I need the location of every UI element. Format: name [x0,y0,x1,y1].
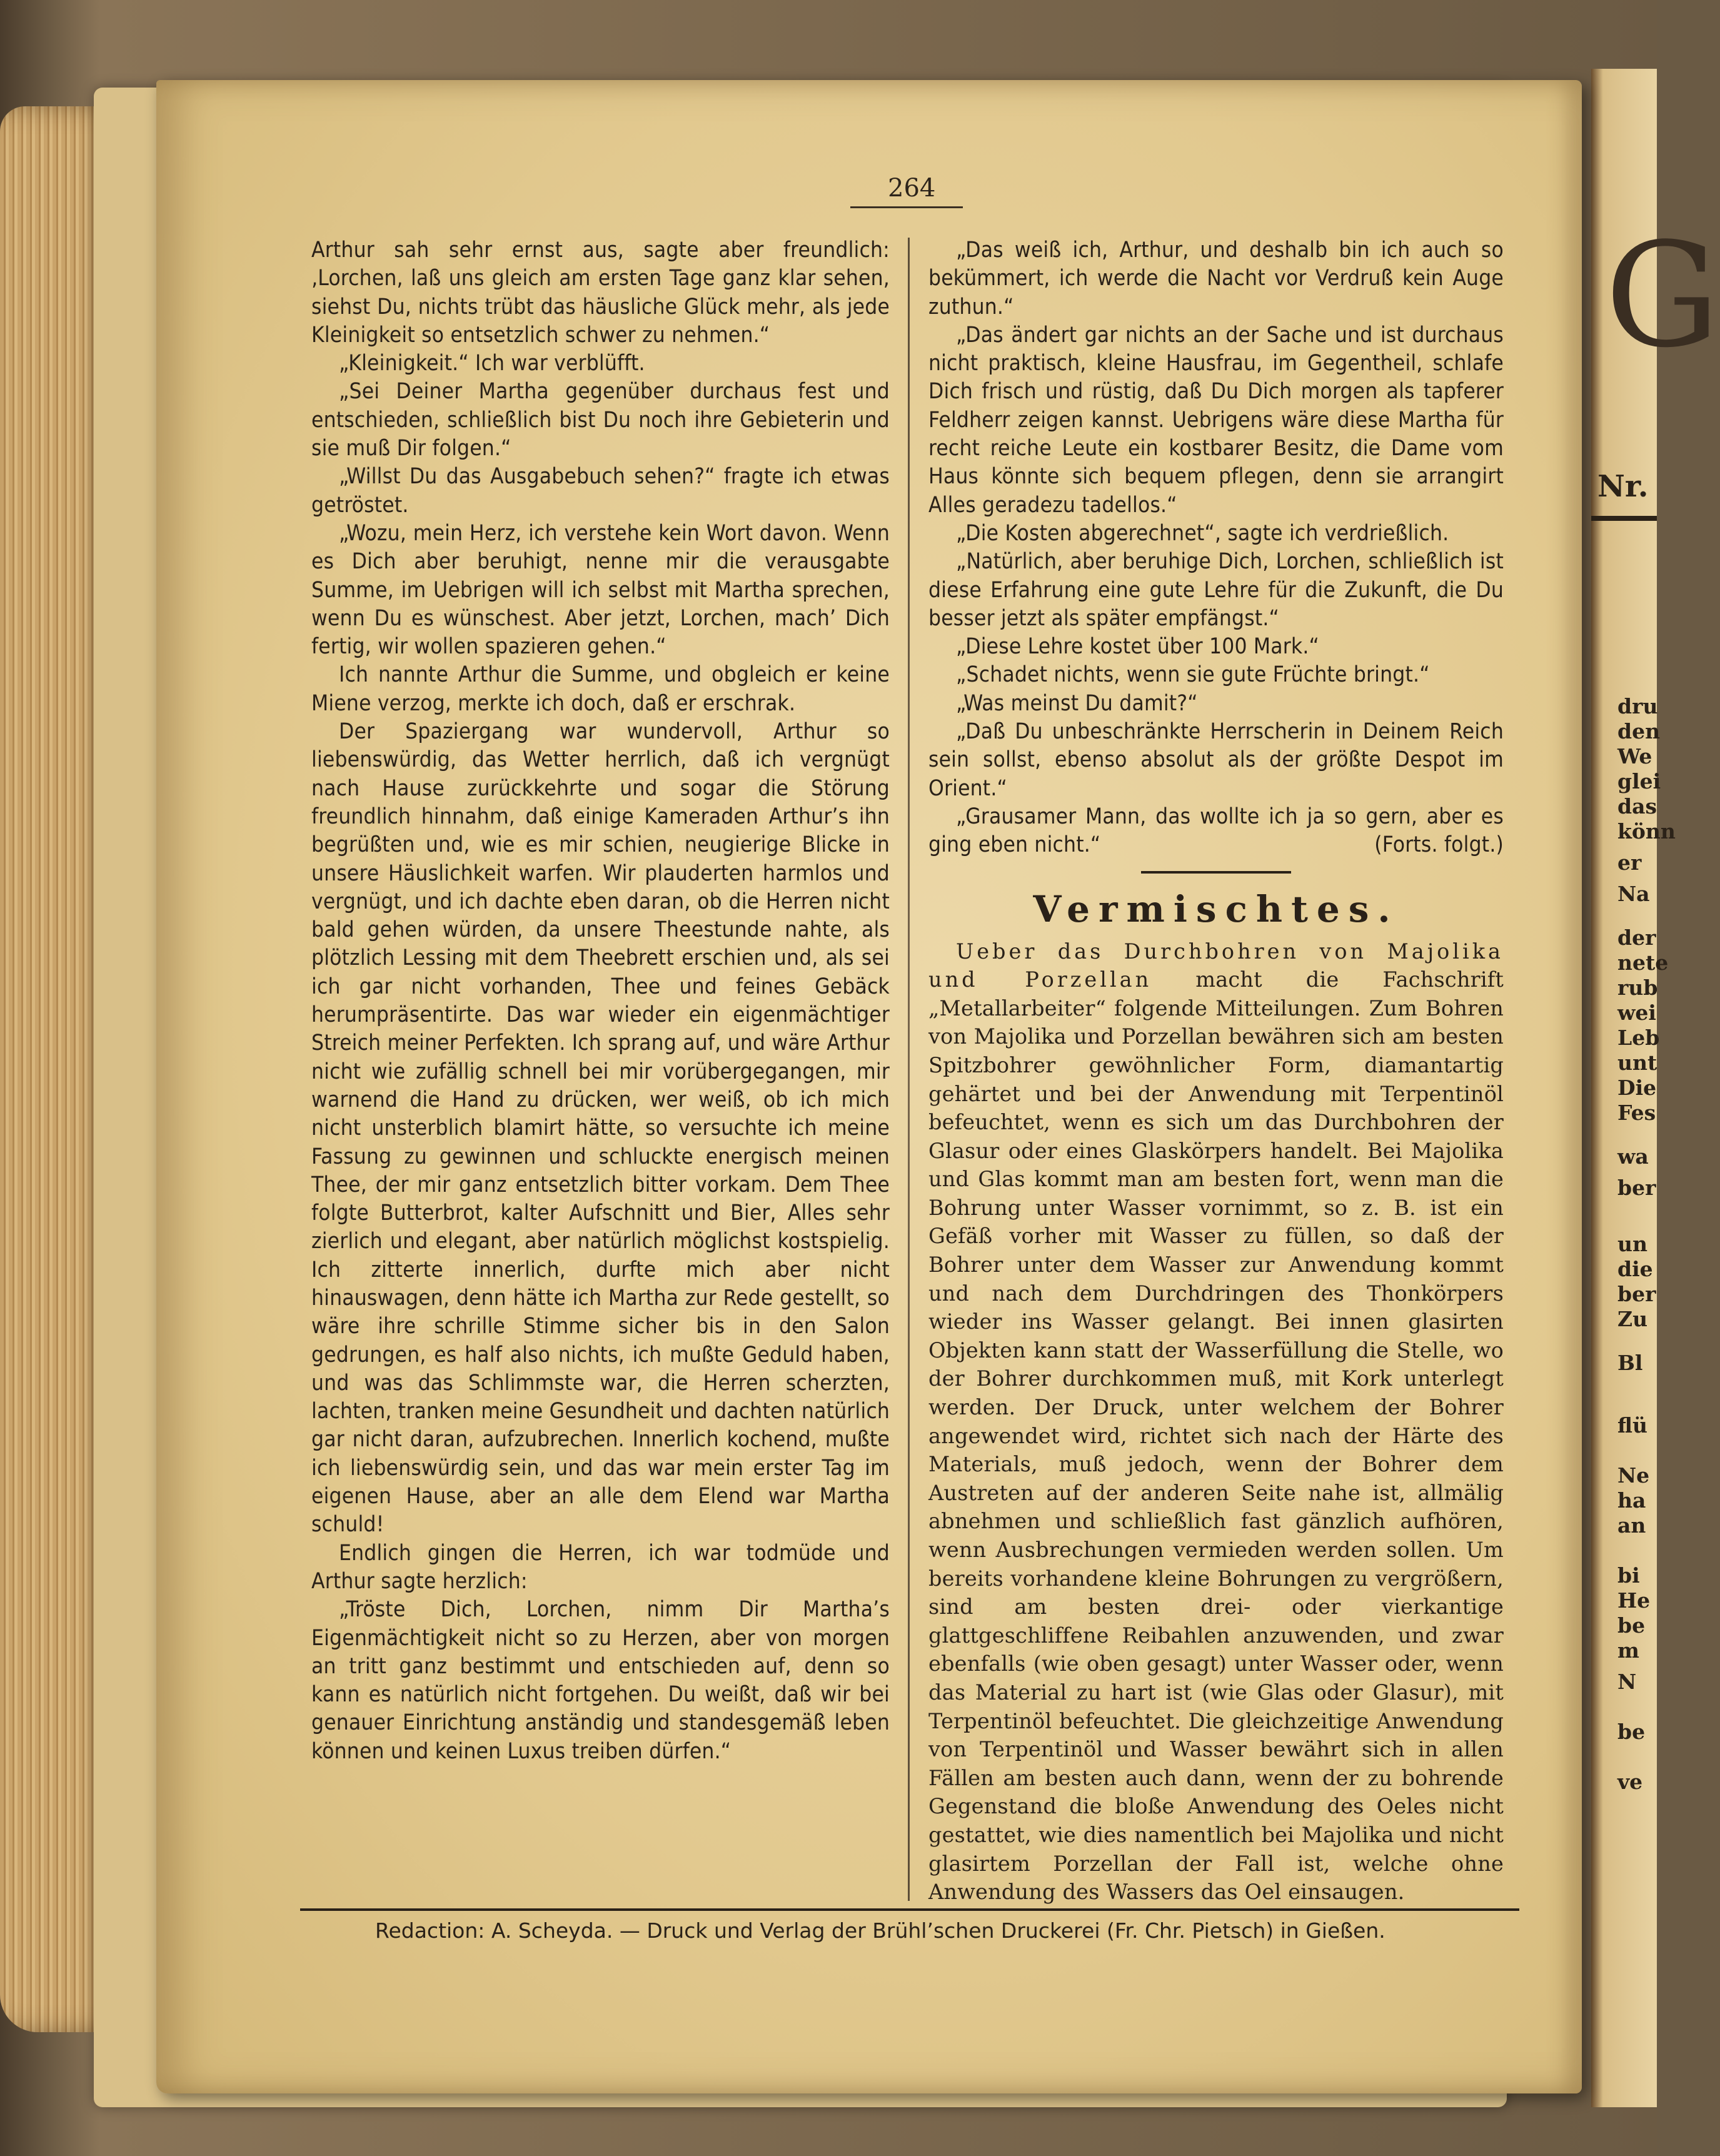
adjacent-page-word-fragment: nete [1617,950,1669,975]
adjacent-page-word-fragment: He [1617,1588,1651,1613]
adjacent-page-word-fragment: wei [1617,1000,1656,1025]
paragraph: „Schadet nichts, wenn sie gute Früchte bringt.“ [956,662,1430,688]
left-text-column [311,236,890,1766]
adjacent-page-word-fragment: Bl [1617,1351,1643,1375]
adjacent-page-word-fragment: an [1617,1513,1646,1538]
adjacent-page-rule [1591,516,1657,521]
paragraph: Der Spaziergang war wundervoll, Arthur so liebenswürdig, das Wetter herrlich, daß ich vergnügt nach Hause zurückkehrte und sogar die Störung freundlich hinnahm, daß einige Kameraden Arthur’s ihn begrüßten und, wie es mir schien, neugierige Blicke in unsere Häuslichkeit warfen. Wir plauderten harmlos und vergnügt, und ich dachte eben daran, ob die Herren nicht bald gehen würden, da unsere Theestunde nahte, als plötzlich Lessing mit dem Theebrett erschien und, als sei ich gar nicht vorhanden, Thee und feines Gebäck herumpräsentirte. Das war wieder ein eigenmächtiger Streich meiner Perfekten. Ich sprang auf, und wäre Arthur nicht wie zufällig schnell bei mir vorübergegangen, mir warnend die Hand zu drücken, wer weiß, ob ich mich nicht unsterblich blamirt hätte, so versuchte ich meine Fassung zu gewinnen und schluckte energisch meinen Thee, der mir ganz entsetzlich bitter vorkam. Dem Thee folgte Butterbrot, kalter Aufschnitt und Bier, Alles sehr zierlich und elegant, aber natürlich möglichst kostspielig. Ich zitterte innerlich, durfte mich aber nicht hinauswagen, denn hätte ich Martha zur Rede gestellt, so wäre ihre schrille Stimme sicher bis in den Salon gedrungen, es half also nichts, ich mußte Geduld haben, und was das Schlimmste war, die Herren scherzten, lachten, tranken meine Gesundheit und dachten natürlich gar nicht daran, aufzubrechen. Innerlich kochend, mußte ich liebenswürdig sein, und das war mein erster Tag im eigenen Hause, aber an alle dem Elend war Martha schuld! [311,719,890,1538]
story-last-paragraph [928,803,1504,860]
adjacent-page-word-fragment: Na [1617,882,1650,906]
paragraph: Arthur sah sehr ernst aus, sagte aber freundlich: ‚Lorchen, laß uns gleich am ersten Tage ganz klar sehen, siehst Du, nichts trübt das häusliche Glück mehr, als jede Kleinigkeit so entsetzlich schwer zu nehmen.“ [311,238,890,348]
paragraph: „Diese Lehre kostet über 100 Mark.“ [956,634,1320,660]
page-number-rule [850,206,963,208]
paragraph: „Das weiß ich, Arthur, und deshalb bin ich auch so bekümmert, ich werde die Nacht vor Verdruß kein Auge zuthun.“ [928,238,1504,320]
paragraph: „Das ändert gar nichts an der Sache und ist durchaus nicht praktisch, kleine Hausfrau, im Gegentheil, schlafe Dich frisch und rüstig, daß Du Dich morgen als tapferer Feldherr zeigen kannst. Uebrigens wäre diese Martha für recht reiche Leute ein kostbarer Besitz, die Dame vom Haus könnte sich bequem pflegen, denn sie arrangirt Alles geradezu tadellos.“ [928,322,1504,518]
footer-rule [300,1908,1519,1911]
adjacent-page-word-fragment: be [1617,1613,1646,1638]
adjacent-page-word-fragment: den [1617,719,1661,743]
adjacent-page-word-fragment: be [1617,1720,1646,1744]
adjacent-page-word-fragment: m [1617,1638,1639,1663]
paragraph: „Sei Deiner Martha gegenüber durchaus fest und entschieden, schließlich bist Du noch ihre Gebieterin und sie muß Dir folgen.“ [311,379,890,461]
adjacent-page-word-fragment: unt [1617,1050,1657,1075]
right-text-column [928,236,1504,1907]
adjacent-page-word-fragment: Ne [1617,1463,1650,1488]
paragraph: „Die Kosten abgerechnet“, sagte ich verdrießlich. [956,520,1449,546]
paragraph: Endlich gingen die Herren, ich war todmüde und Arthur sagte herzlich: [311,1540,890,1594]
adjacent-page-word-fragment: der [1617,925,1656,950]
adjacent-page-word-fragment: er [1617,850,1642,875]
paragraph: „Tröste Dich, Lorchen, nimm Dir Martha’s Eigenmächtigkeit nicht so zu Herzen, aber von morgen an tritt ganz bestimmt und entschieden auf, denn so kann es natürlich nicht fortgehen. Du weißt, daß wir bei genauer Einrichtung anständig und standesgemäß leben können und keinen Luxus treiben dürfen.“ [311,1597,890,1764]
adjacent-page-word-fragment: glei [1617,769,1661,793]
page-number: 264 [888,174,936,203]
adjacent-page-initial: G [1605,213,1720,380]
adjacent-page-number-label: Nr. [1597,469,1649,504]
adjacent-page-word-fragment: ber [1617,1176,1656,1200]
story-paragraphs [928,236,1504,803]
section-title: Vermischtes. [1033,887,1399,930]
last-paragraph-text: „Grausamer Mann, das wollte ich ja so gern, aber es ging eben nicht.“ [928,803,1504,858]
paragraph: „Wozu, mein Herz, ich verstehe kein Wort davon. Wenn es Dich aber beruhigt, nenne mir die verausgabte Summe, im Uebrigen will ich selbst mit Martha sprechen, wenn Du es wünschest. Aber jetzt, Lorchen, mach’ Dich fertig, wir wollen spazieren gehen.“ [311,520,890,660]
adjacent-page-word-fragment: bi [1617,1563,1640,1588]
paragraph: Ich nannte Arthur die Summe, und obgleich er keine Miene verzog, merkte ich doch, daß er erschrak. [311,662,890,716]
adjacent-page-word-fragment: rub [1617,975,1658,1000]
paragraph: „Was meinst Du damit?“ [956,690,1198,716]
adjacent-page-word-fragment: wa [1617,1144,1649,1169]
section-separator [1141,871,1291,874]
adjacent-page-word-fragment: flü [1617,1413,1647,1438]
paragraph: „Natürlich, aber beruhige Dich, Lorchen, schließlich ist diese Erfahrung eine gute Lehre für die Zukunft, die Du besser jetzt als später empfängst.“ [928,549,1504,631]
continued-note: (Forts. folgt.) [1374,832,1504,858]
adjacent-page-word-fragment: ha [1617,1488,1646,1513]
misc-article-body: macht die Fachschrift „Metallarbeiter“ folgende Mitteilungen. Zum Bohren von Majolika und Porzellan bewähren sich am besten Spitzbohrer gewöhnlicher Form, diamantartig gehärtet und bei der Anwendung mit Terpentinöl befeuchtet, wenn es sich um das Durchbohren der Glasur oder eines Glaskörpers handelt. Bei Majolika und Glas kommt man am besten fort, wenn man die Bohrung unter Wasser vornimmt, so z. B. ist ein Gefäß vorher mit Wasser zu füllen, so daß der Bohrer unter dem Wasser zur Anwendung kommt und nach dem Durchdringen des Thonkörpers wieder ins Wasser gelangt. Bei innen glasirten Objekten kann statt der Wasserfüllung die Stelle, wo der Bohrer durchkommen muß, mit Kork unterlegt werden. Der Druck, unter welchem der Bohrer angewendet wird, richtet sich nach der Härte des Materials, muß jedoch, wenn der Bohrer dem Austreten auf der anderen Seite nahe ist, allmälig abnehmen und schließlich fast gänzlich aufhören, wenn Ausbrechungen vermieden werden sollen. Um bereits vorhandene kleine Bohrungen zu vergrößern, sind am besten drei- oder vierkantige glattgeschliffene Reibahlen anzuwenden, und zwar ebenfalls (wie oben gesagt) unter Wasser oder, wenn das Material zu hart ist (wie Glas oder Glasur), mit Terpentinöl befeuchtet. Die gleichzeitige Anwendung von Terpentinöl und Wasser bewährt sich in allen Fällen am besten auch dann, wenn der zu bohrende Gegenstand die bloße Anwendung des Oeles nicht gestattet, wie dies namentlich bei Majolika und nicht glasirtem Porzellan der Fall ist, welche ohne Anwendung des Wassers das Oel einsaugen. [928,967,1504,1905]
adjacent-page-word-fragment: dru [1617,694,1658,718]
adjacent-page-word-fragment: ve [1617,1770,1643,1794]
adjacent-page-word-fragment: das [1617,794,1657,819]
paragraph: „Daß Du unbeschränkte Herrscherin in Deinem Reich sein sollst, ebenso absolut als der größte Despot im Orient.“ [928,719,1504,801]
adjacent-page-word-fragment: N [1617,1670,1637,1694]
imprint-line: Redaction: A. Scheyda. — Druck und Verlag der Brühl’schen Druckerei (Fr. Chr. Pietsch) in Gießen. [375,1918,1386,1943]
adjacent-page-word-fragment: Fes [1617,1101,1656,1125]
misc-article-heading: Ueber das Durchbohren von Majolika und Porzellan [928,939,1504,992]
paragraph: „Kleinigkeit.“ Ich war verblüfft. [339,351,645,376]
adjacent-page-word-fragment: die [1617,1257,1653,1281]
adjacent-page-word-fragment: könn [1617,819,1676,844]
adjacent-page-word-fragment: un [1617,1232,1647,1256]
adjacent-page-word-fragment: We [1617,744,1652,768]
column-divider [908,238,910,1901]
adjacent-page-word-fragment: Die [1617,1075,1657,1100]
adjacent-page-word-fragment: ber [1617,1282,1656,1306]
adjacent-page-word-fragment: Zu [1617,1307,1648,1331]
adjacent-page [1591,69,1720,2107]
adjacent-page-word-fragment: Leb [1617,1025,1660,1050]
paragraph: „Willst Du das Ausgabebuch sehen?“ fragte ich etwas getröstet. [311,464,890,518]
misc-article [928,937,1504,1907]
